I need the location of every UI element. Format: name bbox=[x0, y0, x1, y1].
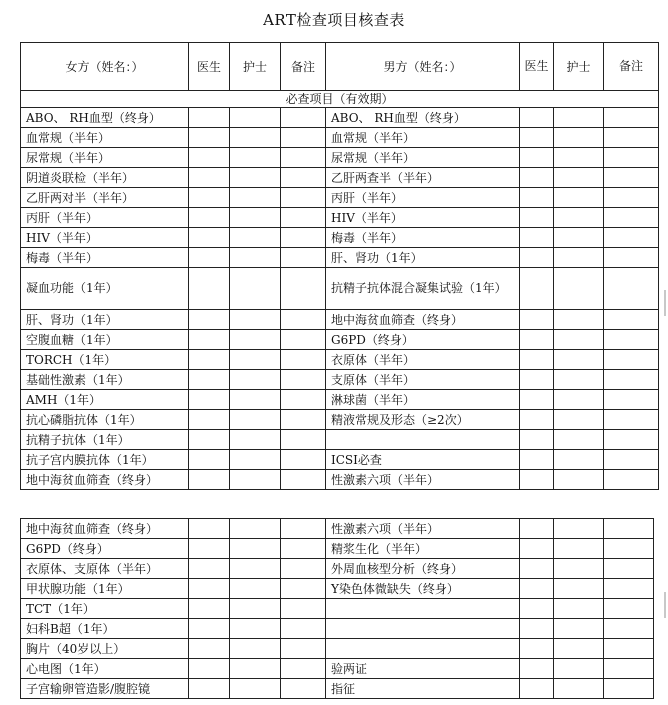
nurse-check-cell[interactable] bbox=[230, 228, 281, 248]
doctor-check-cell[interactable] bbox=[520, 248, 554, 268]
male-item: HIV（半年） bbox=[326, 208, 520, 228]
male-item: 抗精子抗体混合凝集试验（1年） bbox=[326, 268, 520, 310]
nurse-check-cell[interactable] bbox=[230, 188, 281, 208]
remark-cell[interactable] bbox=[281, 619, 326, 639]
female-item: 阴道炎联检（半年） bbox=[21, 168, 189, 188]
doctor-check-cell[interactable] bbox=[520, 679, 554, 699]
table-row bbox=[21, 188, 659, 208]
female-item: 基础性激素（1年） bbox=[21, 370, 189, 390]
female-item: 梅毒（半年） bbox=[21, 248, 189, 268]
male-item: Y染色体微缺失（终身） bbox=[326, 579, 520, 599]
doctor-check-cell[interactable] bbox=[189, 330, 230, 350]
doctor-check-cell[interactable] bbox=[189, 599, 230, 619]
nurse-check-cell[interactable] bbox=[554, 659, 604, 679]
remark-cell[interactable] bbox=[604, 188, 659, 208]
remark-cell[interactable] bbox=[604, 390, 659, 410]
male-item bbox=[326, 430, 520, 450]
female-item: 子宫输卵管造影/腹腔镜 bbox=[21, 679, 189, 699]
nurse-check-cell[interactable] bbox=[230, 470, 281, 490]
table-row bbox=[21, 519, 654, 539]
male-item: 精液常规及形态（≥2次） bbox=[326, 410, 520, 430]
remark-cell[interactable] bbox=[604, 108, 659, 128]
table-row bbox=[21, 619, 654, 639]
doctor-check-cell[interactable] bbox=[189, 350, 230, 370]
nurse-check-cell[interactable] bbox=[230, 539, 281, 559]
nurse-check-cell[interactable] bbox=[554, 188, 604, 208]
checklist-table-main bbox=[20, 42, 659, 490]
doctor-check-cell[interactable] bbox=[520, 228, 554, 248]
checklist-table-continued bbox=[20, 518, 654, 699]
remark-cell[interactable] bbox=[281, 268, 326, 310]
scrollbar-thumb[interactable] bbox=[664, 290, 666, 316]
doctor-check-cell[interactable] bbox=[520, 599, 554, 619]
male-item: 外周血核型分析（终身） bbox=[326, 559, 520, 579]
remark-cell[interactable] bbox=[604, 599, 654, 619]
doctor-check-cell[interactable] bbox=[520, 539, 554, 559]
nurse-check-cell[interactable] bbox=[554, 268, 604, 310]
nurse-check-cell[interactable] bbox=[554, 599, 604, 619]
table-row bbox=[21, 350, 659, 370]
doctor-check-cell[interactable] bbox=[520, 188, 554, 208]
remark-cell[interactable] bbox=[604, 659, 654, 679]
male-item: 支原体（半年） bbox=[326, 370, 520, 390]
female-item: 丙肝（半年） bbox=[21, 208, 189, 228]
doctor-check-cell[interactable] bbox=[520, 559, 554, 579]
male-item: 精浆生化（半年） bbox=[326, 539, 520, 559]
remark-cell[interactable] bbox=[281, 599, 326, 619]
remark-cell[interactable] bbox=[281, 208, 326, 228]
female-item: 血常规（半年） bbox=[21, 128, 189, 148]
nurse-check-cell[interactable] bbox=[554, 108, 604, 128]
remark-cell[interactable] bbox=[281, 188, 326, 208]
doctor-check-cell[interactable] bbox=[189, 390, 230, 410]
remark-cell[interactable] bbox=[604, 619, 654, 639]
female-item: G6PD（终身） bbox=[21, 539, 189, 559]
nurse-check-cell[interactable] bbox=[230, 679, 281, 699]
nurse-check-cell[interactable] bbox=[554, 430, 604, 450]
doctor-check-cell[interactable] bbox=[520, 350, 554, 370]
male-item bbox=[326, 619, 520, 639]
remark-cell[interactable] bbox=[604, 639, 654, 659]
table-row bbox=[21, 148, 659, 168]
female-item: 胸片（40岁以上） bbox=[21, 639, 189, 659]
doctor-check-cell[interactable] bbox=[520, 108, 554, 128]
doctor-check-cell[interactable] bbox=[189, 579, 230, 599]
table-row bbox=[21, 128, 659, 148]
nurse-check-cell[interactable] bbox=[554, 619, 604, 639]
table-row bbox=[21, 228, 659, 248]
doctor-check-cell[interactable] bbox=[189, 410, 230, 430]
female-item: 肝、肾功（1年） bbox=[21, 310, 189, 330]
doctor-check-cell[interactable] bbox=[520, 268, 554, 310]
remark-cell[interactable] bbox=[604, 470, 659, 490]
nurse-check-cell[interactable] bbox=[554, 208, 604, 228]
header-male: 男方（姓名：） bbox=[326, 43, 520, 91]
male-item: 肝、肾功（1年） bbox=[326, 248, 520, 268]
page-title: ART检查项目核查表 bbox=[263, 11, 405, 29]
female-item: 地中海贫血筛查（终身） bbox=[21, 519, 189, 539]
doctor-check-cell[interactable] bbox=[189, 128, 230, 148]
remark-cell[interactable] bbox=[604, 559, 654, 579]
nurse-check-cell[interactable] bbox=[554, 559, 604, 579]
remark-cell[interactable] bbox=[604, 228, 659, 248]
remark-cell[interactable] bbox=[604, 370, 659, 390]
nurse-check-cell[interactable] bbox=[230, 519, 281, 539]
nurse-check-cell[interactable] bbox=[230, 450, 281, 470]
nurse-check-cell[interactable] bbox=[230, 639, 281, 659]
header-doctor-female: 医生 bbox=[189, 43, 230, 91]
doctor-check-cell[interactable] bbox=[189, 208, 230, 228]
doctor-check-cell[interactable] bbox=[520, 450, 554, 470]
table-row bbox=[21, 108, 659, 128]
remark-cell[interactable] bbox=[281, 330, 326, 350]
nurse-check-cell[interactable] bbox=[230, 208, 281, 228]
nurse-check-cell[interactable] bbox=[554, 679, 604, 699]
male-item: 淋球菌（半年） bbox=[326, 390, 520, 410]
nurse-check-cell[interactable] bbox=[554, 310, 604, 330]
table-row bbox=[21, 639, 654, 659]
nurse-check-cell[interactable] bbox=[554, 539, 604, 559]
nurse-check-cell[interactable] bbox=[554, 519, 604, 539]
doctor-check-cell[interactable] bbox=[520, 208, 554, 228]
remark-cell[interactable] bbox=[281, 450, 326, 470]
nurse-check-cell[interactable] bbox=[230, 330, 281, 350]
table-row bbox=[21, 679, 654, 699]
remark-cell[interactable] bbox=[281, 128, 326, 148]
male-item: 尿常规（半年） bbox=[326, 148, 520, 168]
male-item: ABO、 RH血型（终身） bbox=[326, 108, 520, 128]
remark-cell[interactable] bbox=[604, 579, 654, 599]
nurse-check-cell[interactable] bbox=[554, 168, 604, 188]
female-item: 抗子宫内膜抗体（1年） bbox=[21, 450, 189, 470]
scrollbar-thumb-lower[interactable] bbox=[664, 592, 666, 618]
nurse-check-cell[interactable] bbox=[230, 659, 281, 679]
doctor-check-cell[interactable] bbox=[189, 539, 230, 559]
remark-cell[interactable] bbox=[281, 470, 326, 490]
remark-cell[interactable] bbox=[281, 108, 326, 128]
female-item: TORCH（1年） bbox=[21, 350, 189, 370]
doctor-check-cell[interactable] bbox=[520, 430, 554, 450]
male-item: 丙肝（半年） bbox=[326, 188, 520, 208]
remark-cell[interactable] bbox=[604, 450, 659, 470]
female-item: 抗精子抗体（1年） bbox=[21, 430, 189, 450]
doctor-check-cell[interactable] bbox=[520, 659, 554, 679]
male-item: 血常规（半年） bbox=[326, 128, 520, 148]
table-row bbox=[21, 310, 659, 330]
male-item: G6PD（终身） bbox=[326, 330, 520, 350]
male-item: 梅毒（半年） bbox=[326, 228, 520, 248]
doctor-check-cell[interactable] bbox=[520, 470, 554, 490]
remark-cell[interactable] bbox=[604, 208, 659, 228]
doctor-check-cell[interactable] bbox=[189, 228, 230, 248]
nurse-check-cell[interactable] bbox=[554, 248, 604, 268]
nurse-check-cell[interactable] bbox=[554, 390, 604, 410]
header-doctor-male: 医生 bbox=[520, 43, 554, 91]
remark-cell[interactable] bbox=[604, 679, 654, 699]
header-row bbox=[21, 43, 659, 91]
nurse-check-cell[interactable] bbox=[554, 470, 604, 490]
female-item: 抗心磷脂抗体（1年） bbox=[21, 410, 189, 430]
doctor-check-cell[interactable] bbox=[520, 310, 554, 330]
doctor-check-cell[interactable] bbox=[189, 168, 230, 188]
remark-cell[interactable] bbox=[281, 248, 326, 268]
doctor-check-cell[interactable] bbox=[189, 679, 230, 699]
remark-cell[interactable] bbox=[604, 410, 659, 430]
remark-cell[interactable] bbox=[604, 519, 654, 539]
remark-cell[interactable] bbox=[281, 659, 326, 679]
doctor-check-cell[interactable] bbox=[189, 370, 230, 390]
remark-cell[interactable] bbox=[281, 679, 326, 699]
doctor-check-cell[interactable] bbox=[520, 168, 554, 188]
table-row bbox=[21, 410, 659, 430]
remark-cell[interactable] bbox=[281, 519, 326, 539]
header-female: 女方（姓名：） bbox=[21, 43, 189, 91]
nurse-check-cell[interactable] bbox=[230, 310, 281, 330]
remark-cell[interactable] bbox=[604, 168, 659, 188]
remark-cell[interactable] bbox=[281, 370, 326, 390]
male-item: 地中海贫血筛查（终身） bbox=[326, 310, 520, 330]
remark-cell[interactable] bbox=[281, 639, 326, 659]
remark-cell[interactable] bbox=[604, 539, 654, 559]
remark-cell[interactable] bbox=[281, 579, 326, 599]
nurse-check-cell[interactable] bbox=[230, 370, 281, 390]
table-row bbox=[21, 268, 659, 310]
table-row bbox=[21, 208, 659, 228]
doctor-check-cell[interactable] bbox=[520, 330, 554, 350]
male-item: 衣原体（半年） bbox=[326, 350, 520, 370]
female-item: 空腹血糖（1年） bbox=[21, 330, 189, 350]
doctor-check-cell[interactable] bbox=[520, 639, 554, 659]
remark-cell[interactable] bbox=[281, 350, 326, 370]
male-item bbox=[326, 599, 520, 619]
table-row bbox=[21, 330, 659, 350]
nurse-check-cell[interactable] bbox=[230, 430, 281, 450]
male-item: 验两证 bbox=[326, 659, 520, 679]
header-remark-female: 备注 bbox=[281, 43, 326, 91]
doctor-check-cell[interactable] bbox=[520, 128, 554, 148]
remark-cell[interactable] bbox=[281, 168, 326, 188]
nurse-check-cell[interactable] bbox=[230, 268, 281, 310]
male-item: ICSI必查 bbox=[326, 450, 520, 470]
nurse-check-cell[interactable] bbox=[230, 619, 281, 639]
female-item: 心电图（1年） bbox=[21, 659, 189, 679]
nurse-check-cell[interactable] bbox=[554, 148, 604, 168]
header-nurse-male: 护士 bbox=[554, 43, 604, 91]
nurse-check-cell[interactable] bbox=[554, 410, 604, 430]
table-row bbox=[21, 599, 654, 619]
male-item: 乙肝两查半（半年） bbox=[326, 168, 520, 188]
remark-cell[interactable] bbox=[604, 430, 659, 450]
table-row bbox=[21, 470, 659, 490]
doctor-check-cell[interactable] bbox=[189, 148, 230, 168]
female-item: 乙肝两对半（半年） bbox=[21, 188, 189, 208]
doctor-check-cell[interactable] bbox=[189, 659, 230, 679]
nurse-check-cell[interactable] bbox=[554, 370, 604, 390]
remark-cell[interactable] bbox=[604, 350, 659, 370]
doctor-check-cell[interactable] bbox=[189, 519, 230, 539]
nurse-check-cell[interactable] bbox=[554, 128, 604, 148]
doctor-check-cell[interactable] bbox=[189, 248, 230, 268]
doctor-check-cell[interactable] bbox=[189, 639, 230, 659]
remark-cell[interactable] bbox=[281, 148, 326, 168]
male-item: 性激素六项（半年） bbox=[326, 470, 520, 490]
female-item: HIV（半年） bbox=[21, 228, 189, 248]
nurse-check-cell[interactable] bbox=[230, 128, 281, 148]
male-item: 性激素六项（半年） bbox=[326, 519, 520, 539]
nurse-check-cell[interactable] bbox=[230, 168, 281, 188]
doctor-check-cell[interactable] bbox=[520, 579, 554, 599]
nurse-check-cell[interactable] bbox=[554, 450, 604, 470]
remark-cell[interactable] bbox=[281, 390, 326, 410]
doctor-check-cell[interactable] bbox=[189, 619, 230, 639]
nurse-check-cell[interactable] bbox=[230, 410, 281, 430]
female-item: TCT（1年） bbox=[21, 599, 189, 619]
nurse-check-cell[interactable] bbox=[230, 559, 281, 579]
doctor-check-cell[interactable] bbox=[189, 559, 230, 579]
remark-cell[interactable] bbox=[281, 410, 326, 430]
doctor-check-cell[interactable] bbox=[189, 430, 230, 450]
female-item: 甲状腺功能（1年） bbox=[21, 579, 189, 599]
male-item bbox=[326, 639, 520, 659]
table-row bbox=[21, 248, 659, 268]
female-item: 凝血功能（1年） bbox=[21, 268, 189, 310]
doctor-check-cell[interactable] bbox=[189, 470, 230, 490]
female-item: 地中海贫血筛查（终身） bbox=[21, 470, 189, 490]
nurse-check-cell[interactable] bbox=[554, 228, 604, 248]
remark-cell[interactable] bbox=[604, 310, 659, 330]
doctor-check-cell[interactable] bbox=[189, 310, 230, 330]
remark-cell[interactable] bbox=[604, 148, 659, 168]
section-row bbox=[21, 91, 659, 108]
doctor-check-cell[interactable] bbox=[520, 410, 554, 430]
nurse-check-cell[interactable] bbox=[230, 108, 281, 128]
nurse-check-cell[interactable] bbox=[230, 579, 281, 599]
remark-cell[interactable] bbox=[281, 228, 326, 248]
section-label: 必查项目（有效期） bbox=[21, 91, 659, 108]
table-row bbox=[21, 370, 659, 390]
female-item: 妇科B超（1年） bbox=[21, 619, 189, 639]
header-nurse-female: 护士 bbox=[230, 43, 281, 91]
doctor-check-cell[interactable] bbox=[520, 390, 554, 410]
remark-cell[interactable] bbox=[281, 430, 326, 450]
doctor-check-cell[interactable] bbox=[189, 450, 230, 470]
doctor-check-cell[interactable] bbox=[520, 148, 554, 168]
remark-cell[interactable] bbox=[604, 128, 659, 148]
nurse-check-cell[interactable] bbox=[230, 248, 281, 268]
nurse-check-cell[interactable] bbox=[554, 639, 604, 659]
table-row bbox=[21, 450, 659, 470]
doctor-check-cell[interactable] bbox=[520, 519, 554, 539]
remark-cell[interactable] bbox=[281, 539, 326, 559]
header-remark-male: 备注 bbox=[604, 43, 659, 91]
female-item: AMH（1年） bbox=[21, 390, 189, 410]
table-row bbox=[21, 539, 654, 559]
nurse-check-cell[interactable] bbox=[230, 148, 281, 168]
remark-cell[interactable] bbox=[604, 248, 659, 268]
table-row bbox=[21, 659, 654, 679]
doctor-check-cell[interactable] bbox=[189, 108, 230, 128]
doctor-check-cell[interactable] bbox=[189, 268, 230, 310]
table-row bbox=[21, 168, 659, 188]
table-row bbox=[21, 559, 654, 579]
doctor-check-cell[interactable] bbox=[189, 188, 230, 208]
nurse-check-cell[interactable] bbox=[230, 599, 281, 619]
nurse-check-cell[interactable] bbox=[230, 350, 281, 370]
doctor-check-cell[interactable] bbox=[520, 370, 554, 390]
nurse-check-cell[interactable] bbox=[230, 390, 281, 410]
female-item: 衣原体、支原体（半年） bbox=[21, 559, 189, 579]
female-item: 尿常规（半年） bbox=[21, 148, 189, 168]
remark-cell[interactable] bbox=[604, 268, 659, 310]
nurse-check-cell[interactable] bbox=[554, 350, 604, 370]
nurse-check-cell[interactable] bbox=[554, 330, 604, 350]
remark-cell[interactable] bbox=[604, 330, 659, 350]
doctor-check-cell[interactable] bbox=[520, 619, 554, 639]
male-item: 指征 bbox=[326, 679, 520, 699]
table-row bbox=[21, 390, 659, 410]
table-row bbox=[21, 579, 654, 599]
remark-cell[interactable] bbox=[281, 559, 326, 579]
remark-cell[interactable] bbox=[281, 310, 326, 330]
nurse-check-cell[interactable] bbox=[554, 579, 604, 599]
table-row bbox=[21, 430, 659, 450]
female-item: ABO、 RH血型（终身） bbox=[21, 108, 189, 128]
